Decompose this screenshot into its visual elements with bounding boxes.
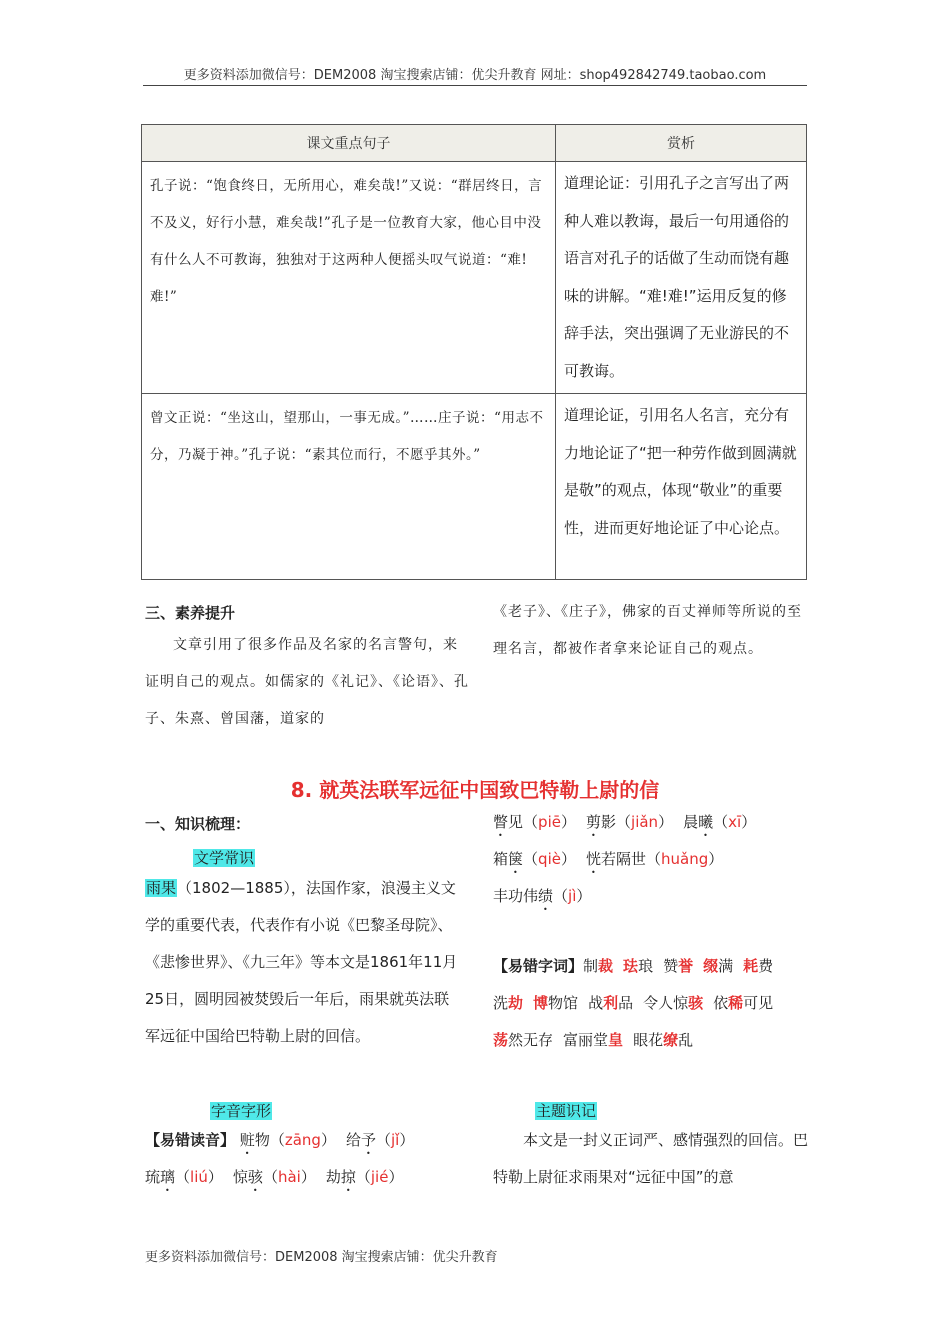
literacy-paragraph-left: 文章引用了很多作品及名家的名言警句，来证明自己的观点。如儒家的《礼记》、《论语》、孔子、朱熹、曾国藩，道家的 xyxy=(145,637,469,727)
pronunciation-label: 【易错读音】 xyxy=(145,1131,236,1149)
author-paragraph xyxy=(145,870,463,1055)
char-item: 战利品 xyxy=(588,994,634,1012)
theme-label-text: 主题识记 xyxy=(536,1102,597,1120)
sound-label xyxy=(210,1100,272,1121)
section-title-literacy: 三、素养提升 xyxy=(145,604,236,622)
table-header-analysis: 赏析 xyxy=(556,125,807,162)
literature-label xyxy=(193,847,255,868)
author-name: 雨果 xyxy=(146,879,177,897)
pron-item: 惊骇（hài） xyxy=(232,1168,316,1186)
author-text: （1802—1885），法国作家，浪漫主义文学的重要代表，代表作有小说《巴黎圣母院》、《悲惨世界》、《九三年》等本文是1861年11月25日，圆明园被焚毁后一年后，雨果就英法联军远征中国给巴特勒上尉的回信。 xyxy=(145,879,458,1045)
pronunciation-block-right xyxy=(493,804,811,915)
char-item: 缀满 xyxy=(703,957,734,975)
analysis-cell: 道理论证，引用名人名言，充分有力地论证了“把一种劳作做到圆满就是敬”的观点，体现“敬业”的重要性，进而更好地论证了中心论点。 xyxy=(556,394,807,580)
page-footer: 更多资料添加微信号：DEM2008 淘宝搜索店铺：优尖升教育 xyxy=(145,1250,498,1265)
easy-wrong-chars-block xyxy=(493,948,811,1059)
pron-item: 瞥见（piē） xyxy=(493,813,576,831)
pron-item: 恍若隔世（huǎng） xyxy=(585,850,724,868)
table-row xyxy=(142,162,807,394)
char-item: 令人惊骇 xyxy=(643,994,704,1012)
char-item: 博物馆 xyxy=(533,994,579,1012)
table-header-sentence: 课文重点句子 xyxy=(142,125,556,162)
literature-label-text: 文学常识 xyxy=(194,849,255,867)
sound-label-text: 字音字形 xyxy=(211,1102,272,1120)
char-item: 制裁 xyxy=(583,957,614,975)
char-label: 【易错字词】 xyxy=(493,957,584,975)
pron-item: 丰功伟绩（jì） xyxy=(493,887,592,905)
pron-item: 赃物（zāng） xyxy=(239,1131,336,1149)
char-item: 洗劫 xyxy=(493,994,524,1012)
pron-item: 给予（jǐ） xyxy=(345,1131,415,1149)
char-item: 耗费 xyxy=(743,957,774,975)
theme-paragraph: 本文是一封义正词严、感情强烈的回信。巴特勒上尉征求雨果对“远征中国”的意 xyxy=(493,1131,809,1186)
key-sentences-table xyxy=(141,124,807,580)
quote-cell: 孔子说：“饱食终日，无所用心，难矣哉!”又说：“群居终日，言不及义，好行小慧，难矣哉!”孔子是一位教育大家，他心目中没有什么人不可教诲，独独对于这两种人便摇头叹气说道：“难!难!” xyxy=(142,162,556,394)
pron-item: 琉璃（liú） xyxy=(145,1168,223,1186)
quote-cell: 曾文正说：“坐这山，望那山，一事无成。”……庄子说：“用志不分，乃凝于神。”孔子说：“素其位而行，不愿乎其外。” xyxy=(142,394,556,580)
analysis-cell: 道理论证：引用孔子之言写出了两种人难以教诲，最后一句用通俗的语言对孔子的话做了生动而饶有趣味的讲解。“难!难!”运用反复的修辞手法，突出强调了无业游民的不可教诲。 xyxy=(556,162,807,394)
char-item: 珐琅 xyxy=(623,957,654,975)
header-divider xyxy=(143,85,807,86)
pron-item: 劫掠（jié） xyxy=(325,1168,404,1186)
page-header: 更多资料添加微信号：DEM2008 淘宝搜索店铺：优尖升教育 网址：shop492842749.taobao.com xyxy=(183,68,767,83)
chapter-title: 8. 就英法联军远征中国致巴特勒上尉的信 xyxy=(290,778,660,802)
section-title-knowledge: 一、知识梳理： xyxy=(145,815,251,833)
char-item: 富丽堂皇 xyxy=(563,1031,624,1049)
char-item: 眼花缭乱 xyxy=(633,1031,694,1049)
pron-item: 剪影（jiǎn） xyxy=(585,813,674,831)
pron-item: 晨曦（xī） xyxy=(683,813,757,831)
table-row xyxy=(142,394,807,580)
pronunciation-block-left xyxy=(145,1122,463,1202)
pron-item: 箱箧（qiè） xyxy=(493,850,576,868)
literacy-paragraph-right: 《老子》、《庄子》，佛家的百丈禅师等所说的至理名言，都被作者拿来论证自己的观点。 xyxy=(493,604,802,657)
theme-label xyxy=(535,1100,597,1121)
char-item: 荡然无存 xyxy=(493,1031,554,1049)
char-item: 赞誉 xyxy=(663,957,694,975)
char-item: 依稀可见 xyxy=(713,994,774,1012)
